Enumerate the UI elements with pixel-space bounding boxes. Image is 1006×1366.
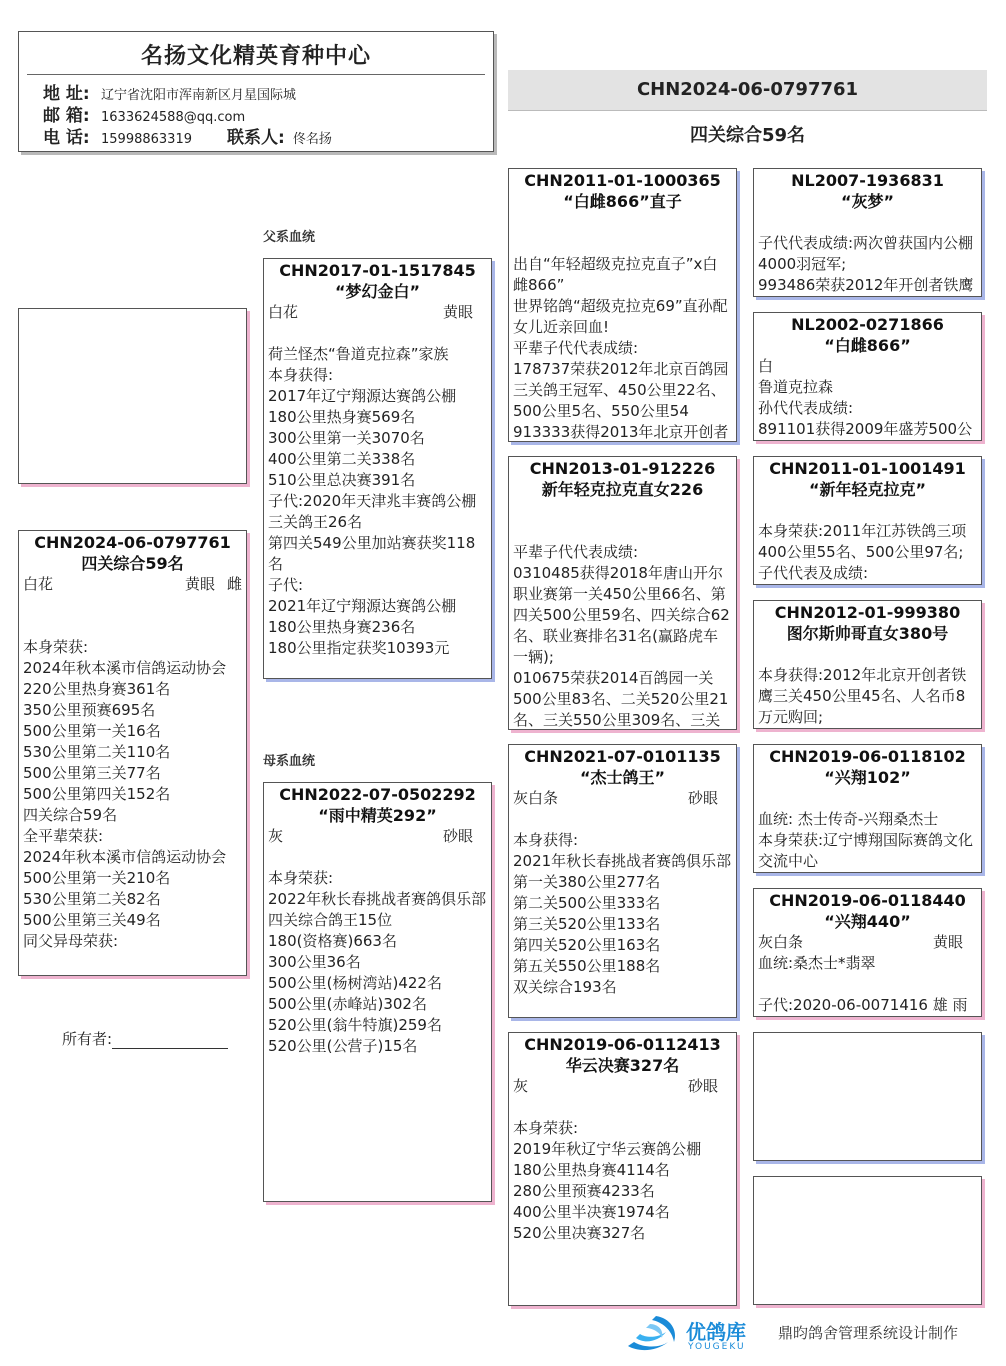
pigeon-name: “白雌866”直子 bbox=[563, 192, 682, 211]
youge-logo-icon bbox=[622, 1312, 684, 1356]
color-value: 灰白条 bbox=[758, 933, 804, 951]
eye-value: 黄眼 bbox=[184, 575, 215, 593]
color-value: 白花 bbox=[23, 575, 54, 593]
ring-number: CHN2019-06-0118102 bbox=[769, 747, 966, 766]
address-label: 地 址: bbox=[43, 84, 90, 104]
achievements-text: 白 鲁道克拉森 孙代代表成绩: 891101获得2009年盛芳500公 bbox=[758, 357, 973, 438]
contact-label: 联系人: bbox=[227, 128, 285, 148]
pigeon-name: “雨中精英292” bbox=[318, 806, 437, 825]
color-value: 灰 bbox=[268, 827, 284, 845]
brand-name-en: YOUGEKU bbox=[688, 1342, 746, 1352]
achievements-text: 出自“年轻超级克拉克直子”x白雌866” 世界铭鸽“超级克拉克69”直孙配女儿近亲回血! 平辈子代代表成绩: 178737荣获2012年北京百鸽园三关鸽王冠军、450公里22名、500公里5名、550公里54 913333获得2013年北京开创者 bbox=[513, 255, 729, 441]
ring-number: CHN2022-07-0502292 bbox=[279, 785, 476, 804]
ring-number: NL2007-1936831 bbox=[791, 171, 944, 190]
breeder-info-card bbox=[18, 31, 494, 152]
subject-pigeon-card bbox=[18, 530, 247, 976]
sire-sire-sire-card bbox=[753, 168, 982, 297]
owner-field bbox=[62, 1028, 228, 1049]
eye-value: 砂眼 bbox=[442, 827, 473, 845]
sex-value: 雌 bbox=[226, 575, 242, 593]
breeder-name: 名扬文化精英育种中心 bbox=[140, 44, 371, 69]
dam-dam-sire-card bbox=[753, 1032, 982, 1161]
owner-signature-line bbox=[112, 1032, 228, 1049]
ring-number: CHN2011-01-1001491 bbox=[769, 459, 966, 478]
color-value: 灰 bbox=[513, 1077, 529, 1095]
achievements-text: 本身荣获:2011年江苏铁鸽三项400公里55名、500公里97名; 子代代表及成绩: bbox=[758, 522, 967, 582]
achievements-text: 本身荣获: 2022年秋长春挑战者赛鸽俱乐部四关综合鸽王15位 180(资格赛)663名 300公里36名 500公里(杨树湾站)422名 500公里(赤峰站)302名 520公里(翁牛特旗)259名 520公里(公营子)15名 bbox=[268, 869, 487, 1055]
pigeon-name: “兴翔102” bbox=[824, 768, 911, 787]
achievements-text: 荷兰怪杰“鲁道克拉森”家族 本身获得: 2017年辽宁翔源达赛鸽公棚 180公里热身赛569名 300公里第一关3070名 400公里第二关338名 510公里总决赛391名 子代:2020年天津兆丰赛鸽公棚 三关鸽王26名 第四关549公里加站赛获奖118名 子代: 2021年辽宁翔源达赛鸽公棚 180公里热身赛236名 180公里指定获奖10393元 bbox=[268, 345, 477, 657]
dam-card bbox=[263, 782, 492, 1202]
eye-value: 黄眼 bbox=[442, 303, 473, 321]
pigeon-name: 华云决赛327名 bbox=[565, 1056, 680, 1075]
achievements-text: 血统:桑杰士*翡翠 子代:2020-06-0071416 雄 雨 bbox=[758, 954, 968, 1014]
achievements-text: 血统: 杰士传奇-兴翔桑杰士 本身荣获:辽宁博翔国际赛鸽文化交流中心 bbox=[758, 810, 974, 870]
pigeon-name: “杰士鸽王” bbox=[579, 768, 666, 787]
address-value: 辽宁省沈阳市浑南新区月星国际城 bbox=[101, 88, 297, 103]
pigeon-name: “梦幻金白” bbox=[334, 282, 421, 301]
owner-label: 所有者: bbox=[62, 1030, 113, 1048]
achievements-text: 本身获得:2012年北京开创者铁鹰三关450公里45名、人名币8万元购回; bbox=[758, 666, 967, 726]
ring-number: NL2002-0271866 bbox=[791, 315, 944, 334]
system-credit: 鼎昀鸽舍管理系统设计制作 bbox=[778, 1324, 959, 1342]
ring-number: CHN2012-01-999380 bbox=[774, 603, 961, 622]
phone-value: 15998863319 bbox=[101, 132, 192, 147]
pigeon-name: “兴翔440” bbox=[824, 912, 911, 931]
divider bbox=[27, 74, 485, 75]
eye-value: 黄眼 bbox=[932, 933, 963, 951]
sire-line-label: 父系血统 bbox=[263, 230, 316, 245]
photo-placeholder bbox=[18, 308, 247, 484]
sire-card bbox=[263, 258, 492, 679]
achievements-text: 本身荣获: 2019年秋辽宁华云赛鸽公棚 180公里热身赛4114名 280公里预赛4233名 400公里半决赛1974名 520公里决赛327名 bbox=[513, 1119, 702, 1242]
email-label: 邮 箱: bbox=[43, 106, 90, 126]
breeder-contact-info bbox=[43, 84, 332, 150]
sire-sire-card bbox=[508, 168, 737, 442]
dam-line-label: 母系血统 bbox=[263, 754, 316, 769]
sire-sire-dam-card bbox=[753, 312, 982, 441]
ring-number: CHN2011-01-1000365 bbox=[524, 171, 721, 190]
color-value: 灰白条 bbox=[513, 789, 559, 807]
pigeon-name: “灰梦” bbox=[840, 192, 895, 211]
brand-name: 优鸽库 bbox=[686, 1320, 746, 1344]
sire-dam-dam-card bbox=[753, 600, 982, 729]
pigeon-name: “白雌866” bbox=[824, 336, 911, 355]
main-title: 四关综合59名 bbox=[689, 125, 806, 146]
sire-dam-sire-card bbox=[753, 456, 982, 585]
ring-number: CHN2013-01-912226 bbox=[529, 459, 716, 478]
email-value: 1633624588@qq.com bbox=[101, 110, 246, 125]
dam-sire-card bbox=[508, 744, 737, 1018]
dam-sire-dam-card bbox=[753, 888, 982, 1017]
dam-sire-sire-card bbox=[753, 744, 982, 873]
eye-value: 砂眼 bbox=[687, 789, 718, 807]
pigeon-name: 四关综合59名 bbox=[81, 554, 184, 573]
pigeon-name: 图尔斯帅哥直女380号 bbox=[786, 624, 949, 643]
ring-number: CHN2017-01-1517845 bbox=[279, 261, 476, 280]
achievements-text: 本身获得: 2021年秋长春挑战者赛鸽俱乐部 第一关380公里277名 第二关500公里333名 第三关520公里133名 第四关520公里163名 第五关550公里188名 双关综合193名 bbox=[513, 831, 732, 996]
pigeon-name: “新年轻克拉克” bbox=[808, 480, 927, 499]
color-value: 白花 bbox=[268, 303, 299, 321]
ring-number: CHN2021-07-0101135 bbox=[524, 747, 721, 766]
ring-number: CHN2024-06-0797761 bbox=[34, 533, 231, 552]
ring-number: CHN2019-06-0112413 bbox=[524, 1035, 721, 1054]
eye-value: 砂眼 bbox=[687, 1077, 718, 1095]
achievements-text: 子代代表成绩:两次曾获国内公棚4000羽冠军; 993486荣获2012年开创者铁鹰 bbox=[758, 234, 974, 294]
phone-label: 电 话: bbox=[43, 128, 90, 148]
pigeon-name: 新年轻克拉克直女226 bbox=[541, 480, 704, 499]
achievements-text: 平辈子代代表成绩: 0310485获得2018年唐山开尔职业赛第一关450公里66名、第四关500公里59名、四关综合62名、联业赛排名31名(赢路虎车一辆); 010675荣获2014百鸽园一关500公里83名、二关520公里21名、三关550公里309名、三关 bbox=[513, 543, 730, 729]
main-ring-number: CHN2024-06-0797761 bbox=[508, 70, 987, 111]
sire-dam-card bbox=[508, 456, 737, 730]
contact-value: 佟名扬 bbox=[292, 132, 332, 147]
dam-dam-card bbox=[508, 1032, 737, 1306]
ring-number: CHN2019-06-0118440 bbox=[769, 891, 966, 910]
footer bbox=[622, 1312, 992, 1356]
dam-dam-dam-card bbox=[753, 1176, 982, 1305]
achievements-text: 本身荣获: 2024年秋本溪市信鸽运动协会 220公里热身赛361名 350公里预赛695名 500公里第一关16名 530公里第二关110名 500公里第三关77名 500公里第四关152名 四关综合59名 全平辈荣获: 2024年秋本溪市信鸽运动协会 500公里第一关210名 530公里第二关82名 500公里第三关49名 同父异母荣获: bbox=[23, 638, 227, 950]
